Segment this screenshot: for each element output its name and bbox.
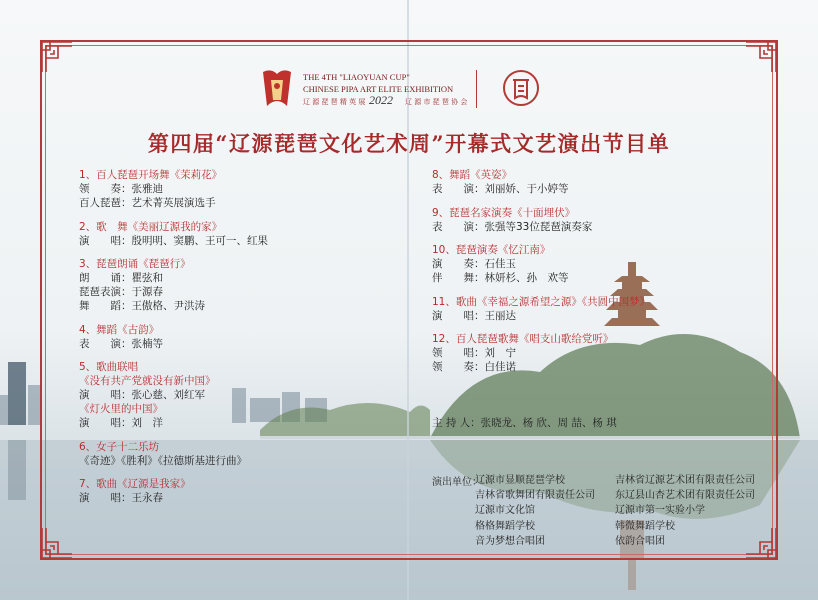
organizer-name: 辽源市显顺琵琶学校 <box>475 475 565 486</box>
hosts-line: 主 持 人：张晓龙、杨 欣、周 喆、杨 琪 <box>432 417 617 429</box>
organizer-name: 吉林省辽源艺术团有限责任公司 <box>615 475 755 486</box>
program-item <box>79 257 379 313</box>
program-title: 1、百人琵琶开场舞《茉莉花》 <box>79 169 223 181</box>
program-subtitle: 《灯火里的中国》 <box>79 403 163 415</box>
program-credit: 百人琵琶：艺术菁英展演选手 <box>79 197 216 209</box>
organizer-name: 辽源市第一实验小学 <box>615 505 705 517</box>
event-header <box>257 66 577 114</box>
program-item <box>79 477 379 505</box>
program-item <box>79 168 379 210</box>
program-credit: 琵琶表演：于源春 <box>79 286 163 298</box>
program-item <box>79 323 379 351</box>
event-title-en-line2: CHINESE PIPA ART ELITE EXHIBITION <box>303 84 454 94</box>
program-credit: 朗 诵：瞿弦和 <box>79 272 163 284</box>
program-credit: 领 奏：白佳诺 <box>432 361 516 373</box>
program-title: 3、琵琶朗诵《琵琶行》 <box>79 258 191 270</box>
program-credit: 演 唱：王永春 <box>79 492 163 504</box>
lattice-corner-icon <box>40 526 74 560</box>
program-title: 6、女子十二乐坊 <box>79 440 160 453</box>
program-credit: 演 唱：张心慈、刘红军 <box>79 389 205 401</box>
program-item <box>432 332 762 374</box>
lattice-corner-icon <box>744 40 778 74</box>
program-credit: 表 演：张楠等 <box>79 337 163 350</box>
event-title-cn-small-2: 辽 源 市 琵 琶 协 会 <box>405 98 468 106</box>
program-credit: 领 唱：刘 宁 <box>432 347 516 359</box>
program-item <box>79 220 379 248</box>
header-divider <box>476 70 477 108</box>
organizer-name: 音为梦想合唱团 <box>475 535 545 547</box>
program-credit: 领 奏：张雅迪 <box>79 183 163 195</box>
program-title: 4、舞蹈《古韵》 <box>79 323 160 336</box>
program-title: 5、歌曲联唱 <box>79 361 139 373</box>
program-credit: 演 唱：刘 洋 <box>79 417 163 429</box>
pipa-seal-icon <box>501 68 541 108</box>
program-item <box>432 168 762 196</box>
program-list-right <box>432 168 762 384</box>
program-title: 12、百人琵琶歌舞《唱支山歌给党听》 <box>432 333 614 345</box>
event-title-en-line1: THE 4TH "LIAOYUAN CUP" <box>303 72 410 82</box>
organizer-name: 格格舞蹈学校 <box>475 520 535 532</box>
program-item <box>432 295 762 323</box>
program-item <box>432 243 762 285</box>
organizer-name: 依韵合唱团 <box>615 535 665 547</box>
organizers-column-2 <box>615 473 755 549</box>
event-title-cn-small: 辽 源 琵 琶 精 英 展 <box>303 98 366 106</box>
program-credit: 演 奏：石佳玉 <box>432 258 516 270</box>
program-credit: 演 唱：王丽达 <box>432 309 516 322</box>
program-title: 2、歌 舞《美丽辽源我的家》 <box>79 220 223 233</box>
organizer-name: 吉林省歌舞团有限责任公司 <box>475 490 595 502</box>
program-title: 11、歌曲《幸福之源希望之源》《共圆中国梦》 <box>432 295 651 308</box>
program-item <box>79 360 379 430</box>
program-credit: 演 唱：殷明明、窦鹏、王可一、红果 <box>79 234 268 247</box>
program-item <box>432 206 762 234</box>
program-list-left <box>79 168 379 515</box>
organizers-label: 演出单位： <box>432 477 482 488</box>
program-credit: 表 演：张强等33位琵琶演奏家 <box>432 220 593 233</box>
organizers-column-1 <box>475 473 595 549</box>
program-item <box>79 440 379 468</box>
program-title: 10、琵琶演奏《忆江南》 <box>432 244 551 256</box>
organizer-name: 辽源市文化馆 <box>475 505 535 517</box>
lattice-corner-icon <box>40 40 74 74</box>
page-title: 第四届“辽源琵琶文化艺术周”开幕式文艺演出节目单 <box>147 131 671 156</box>
program-subtitle: 《没有共产党就没有新中国》 <box>79 375 216 387</box>
program-title: 7、歌曲《辽源是我家》 <box>79 478 191 490</box>
event-year: 2022 <box>369 93 393 107</box>
program-credit: 表 演：刘丽娇、于小婷等 <box>432 183 569 195</box>
program-title: 8、舞蹈《英姿》 <box>432 169 513 181</box>
festival-logo-icon <box>257 66 297 110</box>
organizer-name: 韩微舞蹈学校 <box>615 520 675 532</box>
program-credit: 《奇迹》《胜利》《拉德斯基进行曲》 <box>79 454 247 467</box>
organizer-name: 东辽县山杏艺术团有限责任公司 <box>615 490 755 502</box>
program-credit: 舞 蹈：王傲格、尹洪涛 <box>79 300 205 312</box>
program-title: 9、琵琶名家演奏《十面埋伏》 <box>432 206 576 219</box>
program-credit: 伴 舞：林妍杉、孙 欢等 <box>432 272 569 284</box>
